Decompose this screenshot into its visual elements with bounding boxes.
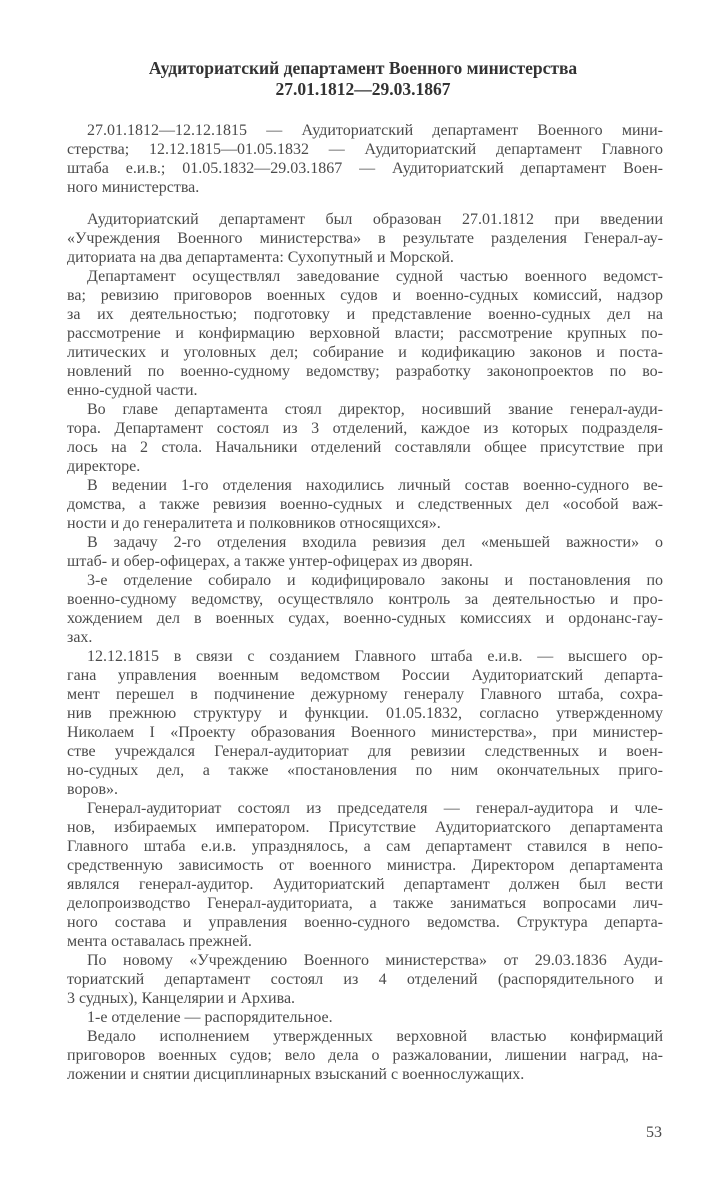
text-line: Ведало исполнением утвержденных верховной властью конфирмаций [87,1028,663,1045]
text-line: мента оставалась прежней. [67,933,252,950]
paragraph [67,210,663,267]
text-line: мент перешел в подчинение дежурному генералу Главного штаба, сохра- [67,686,663,703]
text-line: В ведении 1-го отделения находились личный состав военно-судного ве- [87,477,663,494]
text-line: стве учреждался Генерал-аудиториат для ревизии следственных и воен- [67,743,663,760]
text-line: за их деятельностью; подготовку и представление военно-судных дел на [67,306,663,323]
title-heading: Аудиториатский департамент Военного министерства [148,58,578,78]
text-line: 12.12.1815 в связи с созданием Главного штаба е.и.в. — высшего ор- [87,648,663,665]
paragraph [67,476,663,533]
text-line: Во главе департамента стоял директор, носивший звание генерал-ауди- [87,401,663,418]
text-line: диториата на два департамента: Сухопутный и Морской. [67,249,454,266]
text-line: приговоров военных судов; вело дела о разжаловании, лишении наград, на- [67,1047,663,1064]
paragraph [67,267,663,400]
text-line: Аудиториатский департамент был образован 27.01.1812 при введении [87,211,663,228]
text-line: 1-е отделение — распорядительное. [87,1009,333,1026]
text-line: 3-е отделение собирало и кодифицировало законы и постановления по [87,572,663,589]
text-line: Генерал-аудиториат состоял из председателя — генерал-аудитора и чле- [87,800,663,817]
text-line: рассмотрение и конфирмацию верховной власти; рассмотрение крупных по- [67,325,663,342]
document-body [67,121,663,1084]
text-line: енно-судной части. [67,382,198,399]
text-line: нов, избираемых императором. Присутствие Аудиториатского департамента [67,819,663,836]
text-line: нив прежнюю структуру и функции. 01.05.1832, согласно утвержденному [67,705,663,722]
text-line: воров». [67,781,118,798]
text-line: новлений по военно-судному ведомству; разработку законопроектов по во- [67,363,663,380]
text-line: директоре. [67,458,141,475]
text-line: средственную зависимость от военного министра. Директором департамента [67,857,663,874]
text-line: Николаем I «Проекту образования Военного министерства», при министер- [67,724,663,741]
text-line: зах. [67,629,93,646]
text-line: являлся генерал-аудитор. Аудиториатский департамент должен был вести [67,876,663,893]
text-line: хождением дел в военных судах, военно-судных комиссиях и ордонанс-гау- [67,610,663,627]
paragraph [67,400,663,476]
paragraph [67,571,663,647]
text-line: ложении и снятии дисциплинарных взысканий с военнослужащих. [67,1066,525,1083]
text-line: «Учреждения Военного министерства» в результате разделения Генерал-ау- [67,230,663,247]
text-line: тора. Департамент состоял из 3 отделений, каждое из которых подразделя- [67,420,663,437]
paragraph [67,533,663,571]
paragraph [67,1027,663,1084]
paragraph [67,1008,663,1027]
text-line: лось на 2 стола. Начальники отделений составляли общее присутствие при [67,439,663,456]
text-line: 3 судных), Канцелярии и Архива. [67,990,296,1007]
text-line: По новому «Учреждению Военного министерства» от 29.03.1836 Ауди- [87,952,663,969]
title-date-range: 27.01.1812—29.03.1867 [275,79,451,99]
text-line: 27.01.1812—12.12.1815 — Аудиториатский департамент Военного мини- [87,122,663,139]
text-line: ного состава и управления военно-судного ведомства. Структура департа- [67,914,663,931]
paragraph [67,951,663,1008]
text-line: Департамент осуществлял заведование судной частью военного ведомст- [87,268,663,285]
text-line: В задачу 2-го отделения входила ревизия дел «меньшей важности» о [87,534,663,551]
text-line: домства, а также ревизия военно-судных и следственных дел «особой важ- [67,496,663,513]
paragraph [67,121,663,197]
paragraph [67,799,663,951]
text-line: штаб- и обер-офицерах, а также унтер-офицерах из дворян. [67,553,473,570]
page-title [60,58,666,100]
text-line: ного министерства. [67,179,200,196]
text-line: ториатский департамент состоял из 4 отделений (распорядительного и [67,971,663,988]
paragraph [67,647,663,799]
page-number: 53 [646,1124,662,1141]
text-line: ности и до генералитета и полковников относящихся». [67,515,441,532]
text-line: гана управления военным ведомством России Аудиториатский департа- [67,667,663,684]
text-line: военно-судному ведомству, осуществляло контроль за деятельностью и про- [67,591,663,608]
text-line: делопроизводство Генерал-аудиториата, а также заниматься вопросами лич- [67,895,663,912]
text-line: штаба е.и.в.; 01.05.1832—29.03.1867 — Аудиториатский департамент Воен- [67,160,663,177]
text-line: ва; ревизию приговоров военных судов и военно-судных комиссий, надзор [67,287,663,304]
text-line: но-судных дел, а также «постановления по ним окончательных приго- [67,762,663,779]
text-line: стерства; 12.12.1815—01.05.1832 — Аудиториатский департамент Главного [67,141,663,158]
text-line: Главного штаба е.и.в. упразднялось, а сам департамент ставился в непо- [67,838,663,855]
text-line: литических и уголовных дел; собирание и кодификацию законов и поста- [67,344,663,361]
